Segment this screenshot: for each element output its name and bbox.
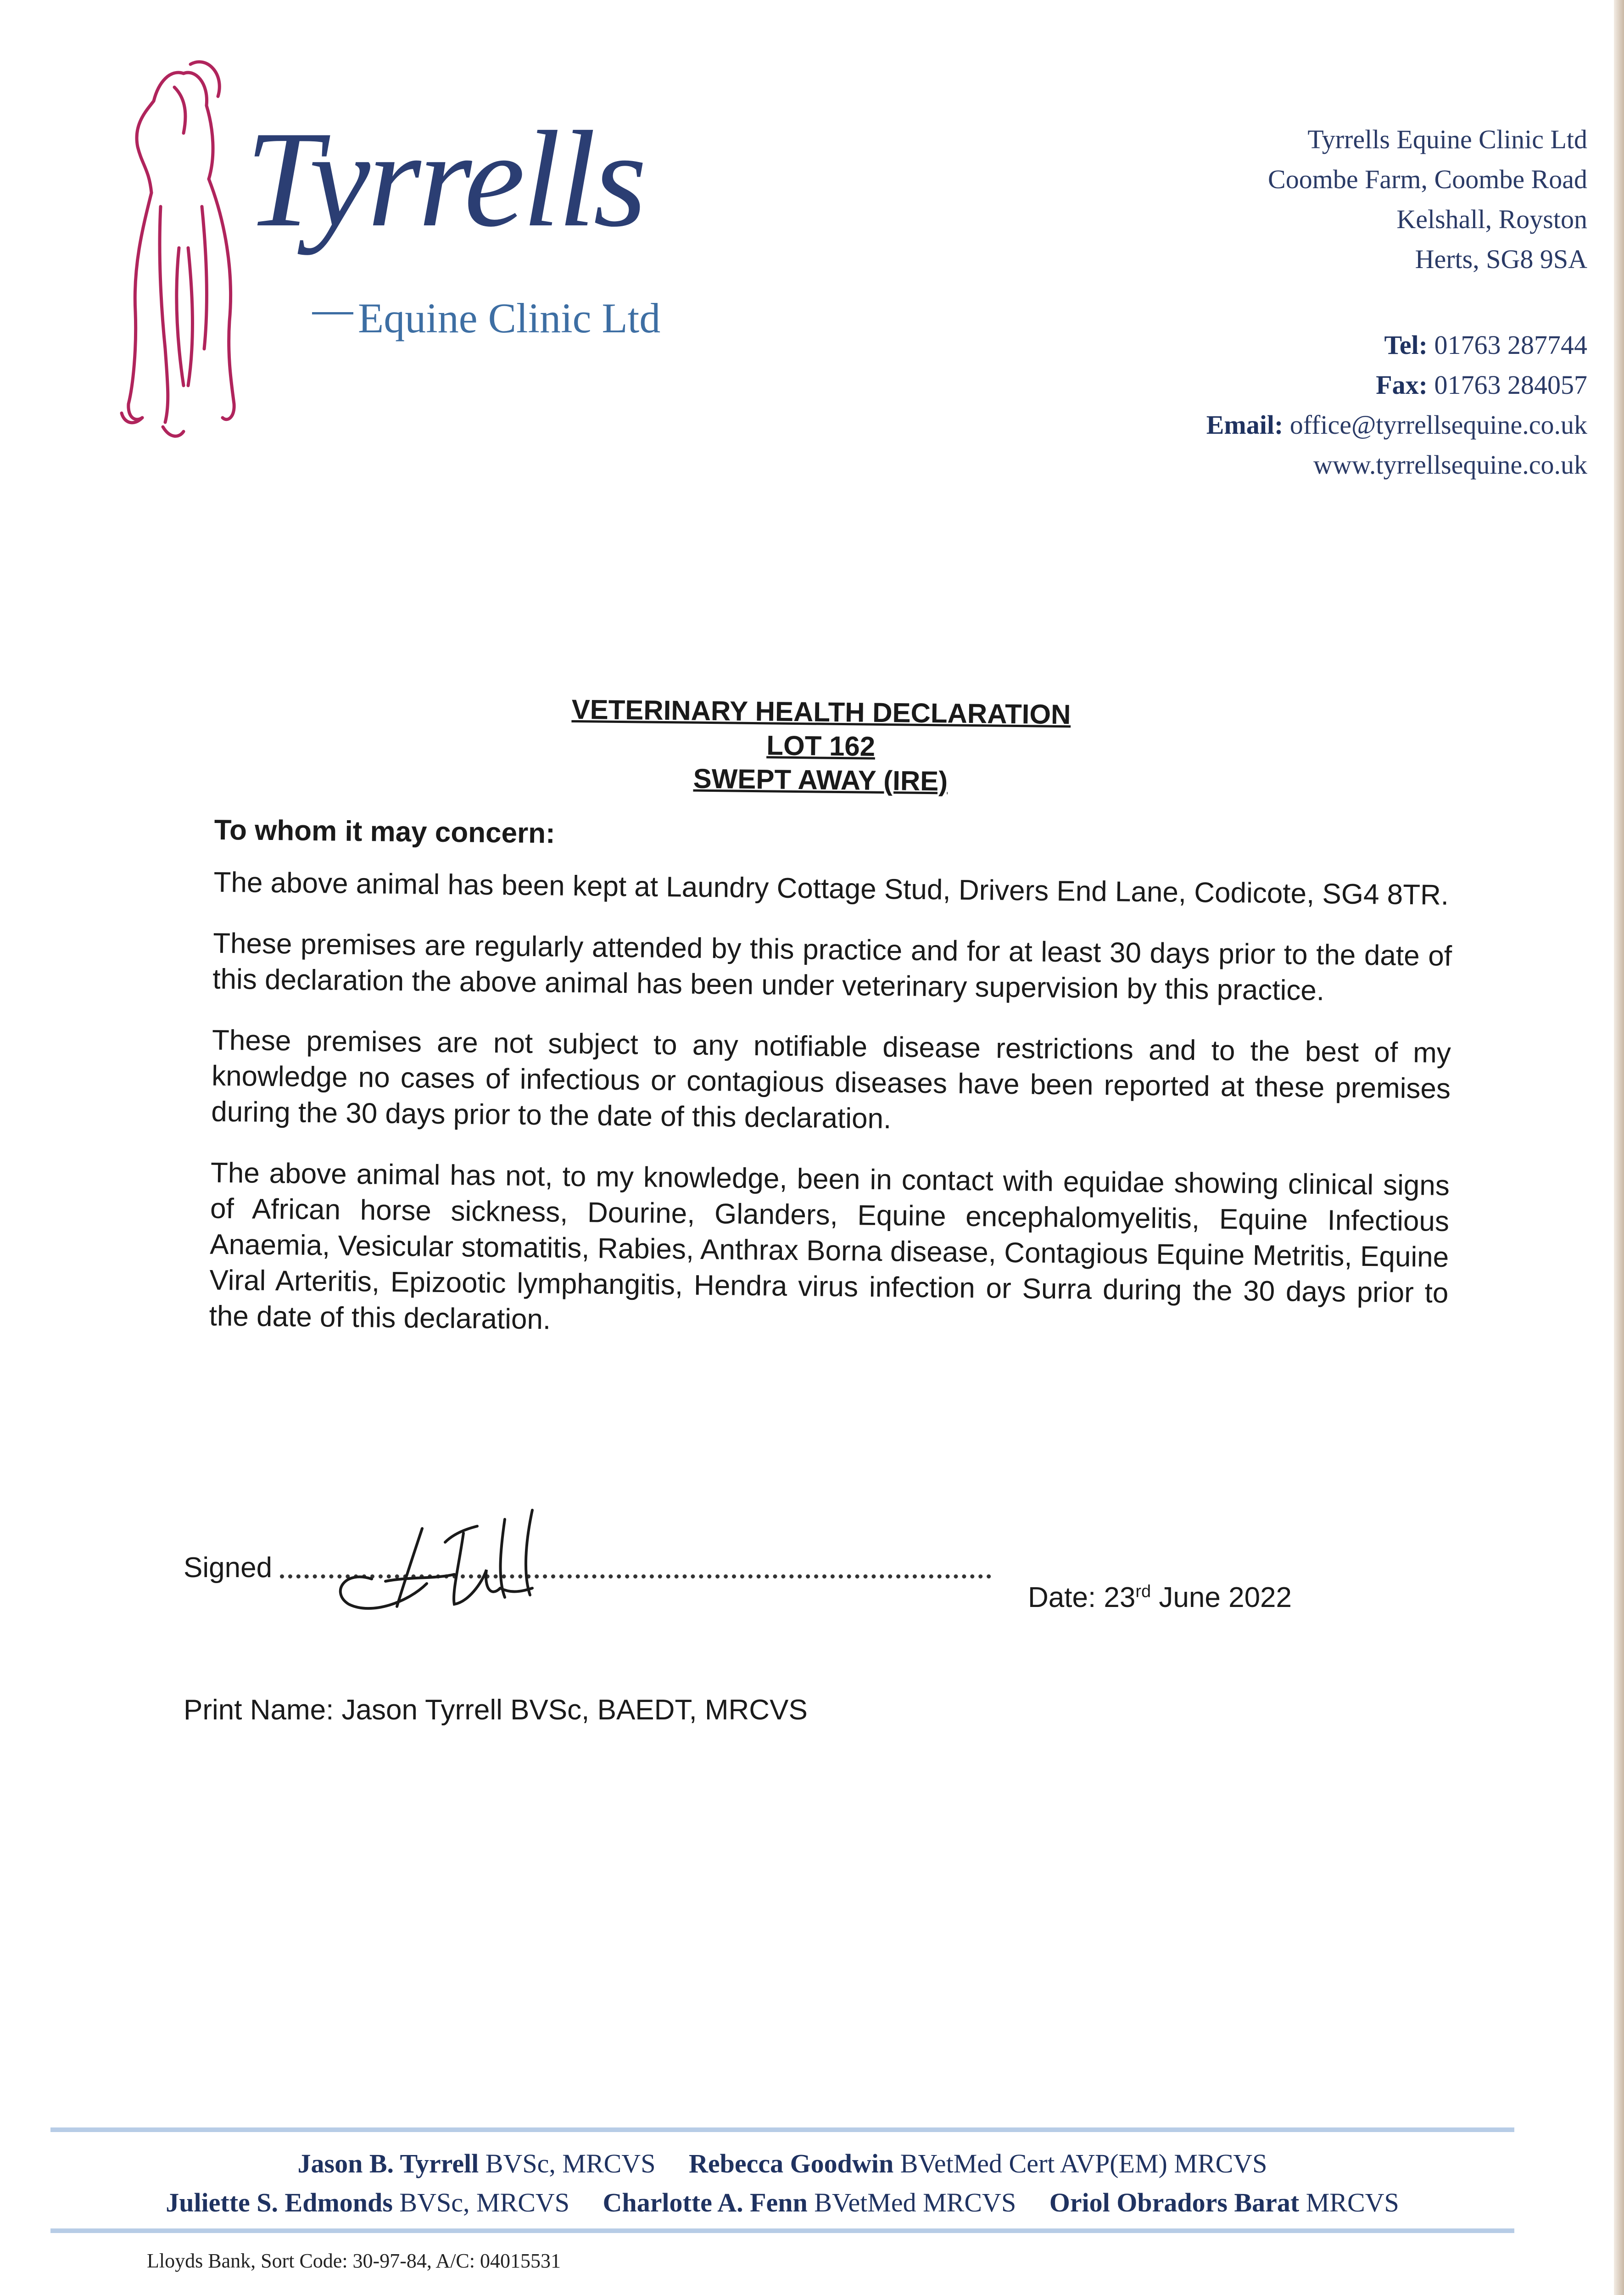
salutation: To whom it may concern: <box>214 814 556 850</box>
date-month-year: June 2022 <box>1151 1582 1292 1613</box>
fax-label: Fax: <box>1376 370 1428 400</box>
address-line-3: Herts, SG8 9SA <box>1415 244 1587 274</box>
lot-number: LOT 162 <box>766 730 876 762</box>
address-line-1: Coombe Farm, Coombe Road <box>1268 164 1587 194</box>
vet-qualifications: BVetMed MRCVS <box>814 2188 1016 2217</box>
document-title: VETERINARY HEALTH DECLARATION <box>571 694 1071 730</box>
paragraph-diseases: The above animal has not, to my knowledge, been in contact with equidae showing clinical signs of African horse sickness, Dourine, Glanders, Equine encephalomyelitis, Equine Infectious Anaemia, Vesicular stomatitis, Rabies, Anthrax Borna disease, Contagious Equine Metritis, Equine Viral Arteritis, Epizootic lymphangitis, Hendra virus infection or Surra during the 30 days prior to the date of this declaration. <box>209 1157 1450 1336</box>
print-name: Print Name: Jason Tyrrell BVSc, BAEDT, MRCVS <box>184 1694 808 1726</box>
email-line <box>1083 405 1587 445</box>
footer-vets-row-1 <box>50 2148 1514 2179</box>
website-link[interactable]: www.tyrrellsequine.co.uk <box>1313 450 1587 480</box>
declaration-date <box>1028 1581 1292 1614</box>
paragraph-restrictions: These premises are not subject to any notifiable disease restrictions and to the best of my knowledge no cases of infectious or contagious diseases have been reported at these premises during the 30 days prior to the date of this declaration. <box>211 1024 1451 1135</box>
address-line-2: Kelshall, Royston <box>1396 204 1587 234</box>
horse-name: SWEPT AWAY (IRE) <box>693 763 948 797</box>
vet-name: Oriol Obradors Barat <box>1049 2188 1300 2217</box>
horse-logo-icon <box>115 55 252 441</box>
tel-label: Tel: <box>1384 330 1428 360</box>
paragraph-supervision: These premises are regularly attended by this practice and for at least 30 days prior to the date of this declaration the above animal has been under veterinary supervision by this practice. <box>212 927 1452 1007</box>
page-edge <box>1614 0 1624 2295</box>
tel-number: 01763 287744 <box>1434 330 1587 360</box>
vet-qualifications: BVSc, MRCVS <box>399 2188 570 2217</box>
paragraph-premises: The above animal has been kept at Laundry Cottage Stud, Drivers End Lane, Codicote, SG4 8TR. <box>213 866 1449 911</box>
logo-name: Tyrrells <box>246 103 644 255</box>
footer-vets-row-2 <box>50 2187 1514 2218</box>
fax-number: 01763 284057 <box>1434 370 1587 400</box>
vet-name: Juliette S. Edmonds <box>166 2188 393 2217</box>
logo-rule <box>312 312 353 314</box>
vet-name: Jason B. Tyrrell <box>297 2149 479 2178</box>
vet-qualifications: BVSc, MRCVS <box>485 2149 656 2178</box>
email-label: Email: <box>1206 410 1284 440</box>
date-suffix: rd <box>1135 1582 1151 1601</box>
email-address[interactable]: office@tyrrellsequine.co.uk <box>1289 410 1587 440</box>
logo-subtitle: Equine Clinic Ltd <box>358 295 661 341</box>
bank-details: Lloyds Bank, Sort Code: 30-97-84, A/C: 04015531 <box>147 2250 561 2272</box>
signature-block <box>184 1515 1377 1744</box>
declaration-body <box>177 688 1459 1372</box>
date-text: Date: 23 <box>1028 1582 1136 1613</box>
clinic-address <box>1083 119 1587 485</box>
vet-qualifications: MRCVS <box>1306 2188 1399 2217</box>
tel-line <box>1083 325 1587 365</box>
vet-qualifications: BVetMed Cert AVP(EM) MRCVS <box>900 2149 1267 2178</box>
handwritten-signature-icon <box>317 1501 601 1620</box>
footer-rule-bottom <box>50 2228 1514 2233</box>
clinic-logo <box>115 55 688 450</box>
signed-label: Signed <box>184 1552 273 1584</box>
vet-name: Charlotte A. Fenn <box>603 2188 808 2217</box>
footer-rule-top <box>50 2127 1514 2132</box>
company-name: Tyrrells Equine Clinic Ltd <box>1307 124 1587 154</box>
vet-name: Rebecca Goodwin <box>688 2149 894 2178</box>
fax-line <box>1083 365 1587 405</box>
